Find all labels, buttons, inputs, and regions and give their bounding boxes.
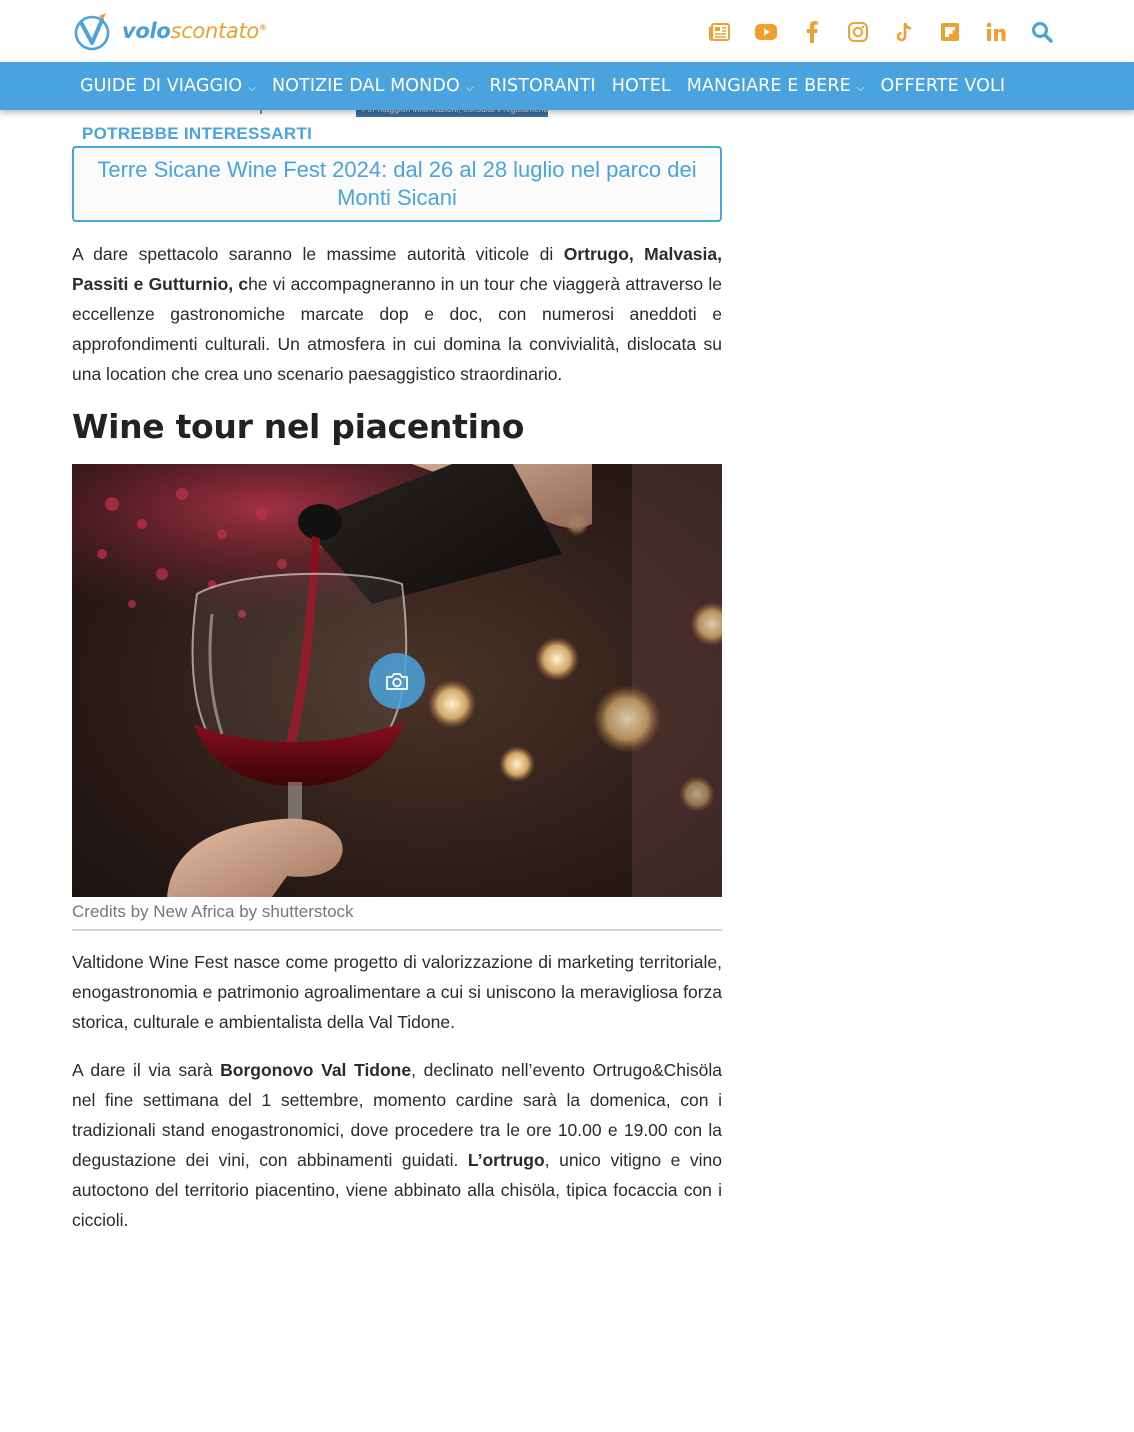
related-heading: POTREBBE INTERESSARTI [82,124,313,143]
facebook-icon[interactable] [796,16,828,48]
nav-ristoranti[interactable]: RISTORANTI [489,76,596,96]
nav-offerte-voli[interactable]: OFFERTE VOLI [880,76,1006,96]
nav-hotel[interactable]: HOTEL [611,76,671,96]
camera-icon[interactable] [369,653,425,709]
image-caption: Credits by New Africa by shutterstock [72,902,722,931]
nav-guide-di-viaggio[interactable]: GUIDE DI VIAGGIO ⌵ [80,76,256,96]
site-header [0,0,1134,62]
main-navigation [0,62,1134,110]
chevron-down-icon: ⌵ [248,82,256,94]
flipboard-icon[interactable] [934,16,966,48]
article-paragraph-2: Valtidone Wine Fest nasce come progetto di valorizzazione di marketing territoriale, enogastronomia e patrimonio agroalimentare a cui si uniscono la meravigliosa forza storica, culturale e ambientalista della Val Tidone. [72,952,722,1032]
article-paragraph-1: A dare spettacolo saranno le massime autorità viticole di Ortrugo, Malvasia, Passiti e Gutturnio, che vi accompagneranno in un tour che viaggerà attraverso le eccellenze gastronomiche marcate dop e doc, con numerosi aneddoti e approfondimenti culturali. Un atmosfera in cui domina la convivialità, dislocata su una location che crea uno scenario paesaggistico straordinario. [72,244,722,384]
related-article-link[interactable] [72,146,722,222]
youtube-icon[interactable] [750,16,782,48]
tiktok-icon[interactable] [888,16,920,48]
nav-mangiare-e-bere[interactable]: MANGIARE E BERE ⌵ [686,76,865,96]
logo-v-icon [72,10,114,52]
search-icon[interactable] [1026,16,1058,48]
article-image[interactable] [72,464,722,897]
related-article-title: Terre Sicane Wine Fest 2024: dal 26 al 28 luglio nel parco dei Monti Sicani [97,157,697,210]
linkedin-icon[interactable] [980,16,1012,48]
nav-notizie-dal-mondo[interactable]: NOTIZIE DAL MONDO ⌵ [271,76,474,96]
logo-wordmark: voloscontato® [122,19,267,43]
instagram-icon[interactable] [842,16,874,48]
chevron-down-icon: ⌵ [465,82,474,94]
chevron-down-icon: ⌵ [856,82,865,94]
section-heading: Wine tour nel piacentino [72,407,525,446]
social-links [690,16,1058,48]
news-icon[interactable] [704,16,736,48]
article-paragraph-3: A dare il via sarà Borgonovo Val Tidone, declinato nell’evento Ortrugo&Chisöla nel fine settimana del 1 settembre, momento cardine sarà la domenica, con i tradizionali stand enogastronomici, dove procedere tra le ore 10.00 e 19.00 con la degustazione dei vini, con abbinamenti guidati. L’ortrugo, unico vitigno e vino autoctono del territorio piacentino, viene abbinato alla chisöla, tipica focaccia con i ciccioli. [72,1060,722,1230]
site-logo[interactable] [72,10,267,52]
